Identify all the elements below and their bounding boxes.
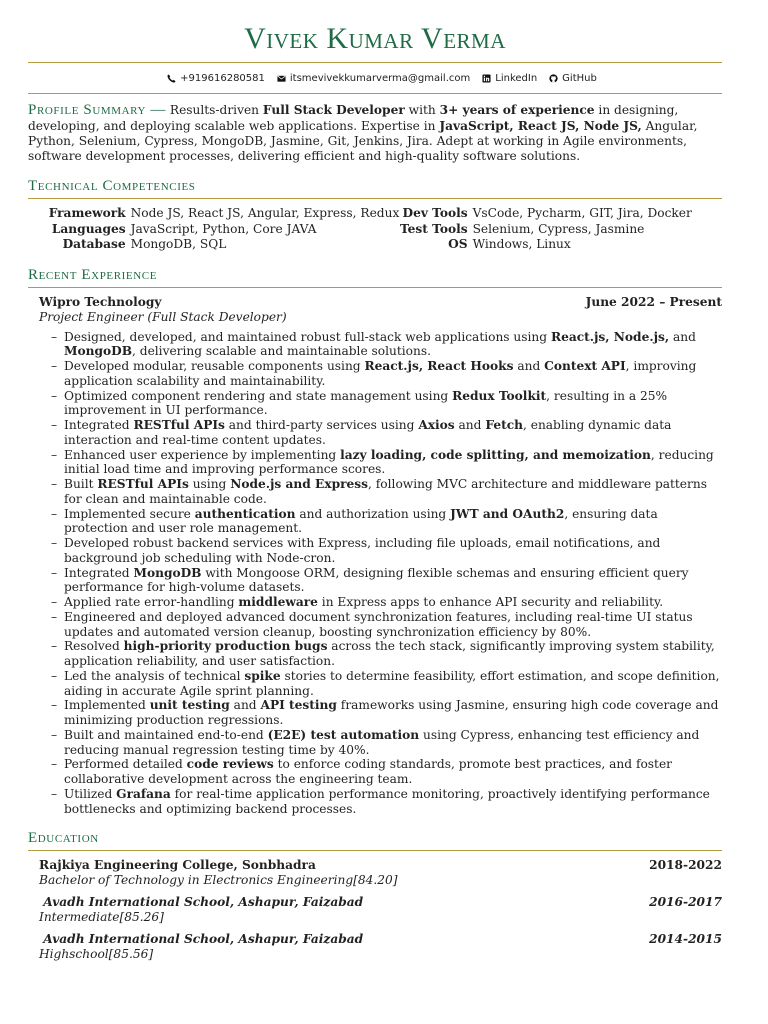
experience-title: Recent Experience xyxy=(28,266,158,283)
bullet-run: , reducing initial load time and improving performance scores. xyxy=(64,447,714,477)
skills-table xyxy=(28,206,722,253)
bullet-run: Applied rate error-handling xyxy=(64,595,239,609)
bullet-run: Implemented secure xyxy=(64,506,195,521)
bullet-run: Developed robust backend services with Express, including file uploads, email notifications, and background job scheduling with Node-cron. xyxy=(64,536,661,565)
bullet-run: Designed, developed, and maintained robust full-stack web applications using xyxy=(64,329,551,344)
bullet-run: Built xyxy=(64,477,98,491)
experience-bullet xyxy=(64,566,722,596)
github-label: GitHub xyxy=(562,72,597,84)
education-title: Education xyxy=(28,830,99,847)
skill-values: MongoDB, SQL xyxy=(130,237,227,251)
bullet-run: Node.js and Express xyxy=(230,477,369,491)
job-entry xyxy=(28,295,722,817)
phone-icon xyxy=(167,74,176,83)
summary-run: with xyxy=(404,103,440,117)
summary-run: in designing, developing, and deploying scalable web applications. Expertise in xyxy=(28,103,679,133)
bullet-run: code reviews xyxy=(186,757,274,772)
summary-run: 3+ years of experience xyxy=(439,103,595,117)
bullet-run: MongoDB xyxy=(133,565,202,580)
bullet-run: using xyxy=(188,477,231,491)
github-icon xyxy=(549,74,558,83)
experience-bullet xyxy=(64,595,722,610)
education-dates: 2018-2022 xyxy=(649,858,722,873)
education-list xyxy=(28,858,722,962)
bullet-run: Performed detailed xyxy=(64,757,187,772)
bullet-run: (E2E) test automation xyxy=(267,727,420,742)
email-contact[interactable] xyxy=(277,71,470,86)
bullet-run: for real-time application performance monitoring, proactively identifying performance bottlenecks and optimizing backend processes. xyxy=(64,786,710,816)
summary-run: JavaScript, React JS, Node JS, xyxy=(439,119,642,133)
bullet-run: middleware xyxy=(238,595,318,609)
bullet-run: across the tech stack, significantly improving system stability, application reliability, and user satisfaction. xyxy=(64,639,715,668)
bullet-run: Developed modular, reusable components using xyxy=(64,359,365,373)
bullet-run: Fetch xyxy=(485,418,523,432)
bullet-run: API testing xyxy=(260,698,337,713)
bullet-run: and xyxy=(454,418,486,432)
email-address: itsmevivekkumarverma@gmail.com xyxy=(289,72,471,84)
education-entry xyxy=(39,932,722,962)
github-link[interactable] xyxy=(549,71,597,86)
skills-left-column xyxy=(28,206,400,253)
bullet-run: and xyxy=(229,698,261,713)
skills-rule xyxy=(28,198,722,199)
degree-detail: Intermediate[85.26] xyxy=(39,910,164,925)
education-entry xyxy=(39,858,722,888)
bullet-run: Redux Toolkit xyxy=(452,388,547,403)
experience-bullet xyxy=(64,787,722,817)
education-rule xyxy=(28,850,722,851)
summary-run: Results-driven xyxy=(166,103,263,117)
experience-bullet xyxy=(64,698,722,728)
degree-detail: Bachelor of Technology in Electronics Engineering[84.20] xyxy=(39,873,398,888)
bullet-run: and xyxy=(513,359,545,373)
experience-bullet xyxy=(64,418,722,448)
bullet-run: stories to determine feasibility, effort estimation, and scope definition, aiding in accurate Agile sprint planning. xyxy=(64,668,720,698)
bullet-run: and authorization using xyxy=(295,506,451,521)
bullet-run: RESTful APIs xyxy=(97,477,189,491)
profile-summary xyxy=(28,101,722,164)
experience-bullet xyxy=(64,757,722,787)
skill-category: OS xyxy=(448,237,468,251)
bullet-run: spike xyxy=(244,668,281,683)
bullet-run: , following MVC architecture and middleware patterns for clean and maintainable code. xyxy=(64,477,707,506)
summary-run: Full Stack Developer xyxy=(262,103,405,117)
bullet-run: to enforce coding standards, promote best practices, and foster collaborative development across the engineering team. xyxy=(64,757,672,786)
bullet-run: Engineered and deployed advanced document synchronization features, including real-time UI status updates and automated version cleanup, boosting synchronization efficiency by 80%. xyxy=(64,609,693,639)
bullet-run: unit testing xyxy=(149,698,230,713)
bullet-run: , enabling dynamic data interaction and real-time content updates. xyxy=(64,418,672,447)
bullet-run: Integrated xyxy=(64,565,134,580)
linkedin-label: LinkedIn xyxy=(495,72,538,84)
contact-rule xyxy=(28,93,722,94)
skill-category: Test Tools xyxy=(400,221,468,236)
experience-bullets xyxy=(39,330,722,817)
job-dates: June 2022 – Present xyxy=(585,294,722,309)
summary-run: Angular, Python, Selenium, Cypress, MongoDB, Jasmine, Git, Jenkins, Jira. Adept at working in Agile environments, software development processes, delivering efficient and high-quality software solutions. xyxy=(28,119,698,163)
skill-category: Framework xyxy=(48,206,126,220)
skill-values: Node JS, React JS, Angular, Express, Redux xyxy=(130,206,400,220)
bullet-run: lazy loading, code splitting, and memoization xyxy=(340,447,651,462)
skill-category: Database xyxy=(62,237,126,251)
company-name: Wipro Technology xyxy=(39,294,162,309)
experience-bullet xyxy=(64,610,722,640)
bullet-run: , improving application scalability and maintainability. xyxy=(64,359,697,388)
bullet-run: Implemented xyxy=(64,698,150,713)
bullet-run: authentication xyxy=(194,506,296,521)
education-dates: 2016-2017 xyxy=(649,895,722,910)
bullet-run: Grafana xyxy=(116,786,171,801)
education-section xyxy=(28,829,722,962)
phone-number: +919616280581 xyxy=(180,72,265,84)
education-dates: 2014-2015 xyxy=(649,932,722,947)
summary-title: Profile Summary — xyxy=(28,102,167,118)
bullet-run: with Mongoose ORM, designing flexible schemas and ensuring efficient query performance for high-volume datasets. xyxy=(64,565,689,595)
linkedin-link[interactable] xyxy=(482,71,537,86)
bullet-run: Optimized component rendering and state management using xyxy=(64,388,453,403)
bullet-run: Built and maintained end-to-end xyxy=(64,727,268,742)
bullet-run: using Cypress, enhancing test efficiency and reducing manual regression testing time by 40%. xyxy=(64,727,700,757)
skill-values: Windows, Linux xyxy=(472,237,571,251)
experience-bullet xyxy=(64,639,722,669)
bullet-run: Resolved xyxy=(64,639,124,654)
bullet-run: Axios xyxy=(418,418,455,432)
bullet-run: Enhanced user experience by implementing xyxy=(64,447,341,462)
bullet-run: RESTful APIs xyxy=(133,418,225,432)
skills-section xyxy=(28,177,722,253)
bullet-run: in Express apps to enhance API security and reliability. xyxy=(317,595,664,609)
experience-bullet xyxy=(64,389,722,419)
experience-bullet xyxy=(64,507,722,537)
skill-values: JavaScript, Python, Core JAVA xyxy=(130,221,317,236)
experience-bullet xyxy=(64,448,722,478)
bullet-run: Context API xyxy=(544,359,626,373)
experience-bullet xyxy=(64,359,722,389)
bullet-run: and third-party services using xyxy=(224,418,419,432)
bullet-run: high-priority production bugs xyxy=(123,639,328,654)
school-name: Rajkiya Engineering College, Sonbhadra xyxy=(39,858,316,873)
bullet-run: , delivering scalable and maintainable solutions. xyxy=(132,344,431,359)
experience-bullet xyxy=(64,728,722,758)
bullet-run: Integrated xyxy=(64,418,134,432)
experience-bullet xyxy=(64,330,722,360)
skill-category: Languages xyxy=(51,221,126,236)
bullet-run: , ensuring data protection and user role management. xyxy=(64,506,658,536)
candidate-name: Vivek Kumar Verma xyxy=(244,22,506,55)
skills-right-column xyxy=(400,206,692,253)
experience-bullet xyxy=(64,669,722,699)
skill-values: Selenium, Cypress, Jasmine xyxy=(472,221,645,236)
envelope-icon xyxy=(277,74,286,83)
bullet-run: Led the analysis of technical xyxy=(64,668,245,683)
education-entry xyxy=(39,895,722,925)
school-name: Avadh International School, Ashapur, Faizabad xyxy=(39,932,364,947)
experience-section xyxy=(28,266,722,817)
bullet-run: , resulting in a 25% improvement in UI performance. xyxy=(64,388,668,418)
degree-detail: Highschool[85.56] xyxy=(39,947,154,962)
school-name: Avadh International School, Ashapur, Faizabad xyxy=(39,895,364,910)
contact-bar xyxy=(28,63,722,93)
bullet-run: JWT and OAuth2 xyxy=(450,506,565,521)
bullet-run: frameworks using Jasmine, ensuring high code coverage and minimizing production regressions. xyxy=(64,698,719,727)
experience-rule xyxy=(28,287,722,288)
phone-contact[interactable] xyxy=(167,71,265,86)
experience-bullet xyxy=(64,477,722,507)
bullet-run: React.js, React Hooks xyxy=(364,359,514,373)
bullet-run: and xyxy=(669,329,696,344)
linkedin-icon xyxy=(482,74,491,83)
skill-values: VsCode, Pycharm, GIT, Jira, Docker xyxy=(472,206,692,220)
skill-category: Dev Tools xyxy=(402,206,468,220)
bullet-run: Utilized xyxy=(64,786,117,801)
bullet-run: MongoDB xyxy=(64,344,133,359)
bullet-run: React.js, Node.js, xyxy=(550,329,670,344)
job-role: Project Engineer (Full Stack Developer) xyxy=(39,309,287,324)
skills-title: Technical Competencies xyxy=(28,178,196,194)
experience-bullet xyxy=(64,536,722,566)
